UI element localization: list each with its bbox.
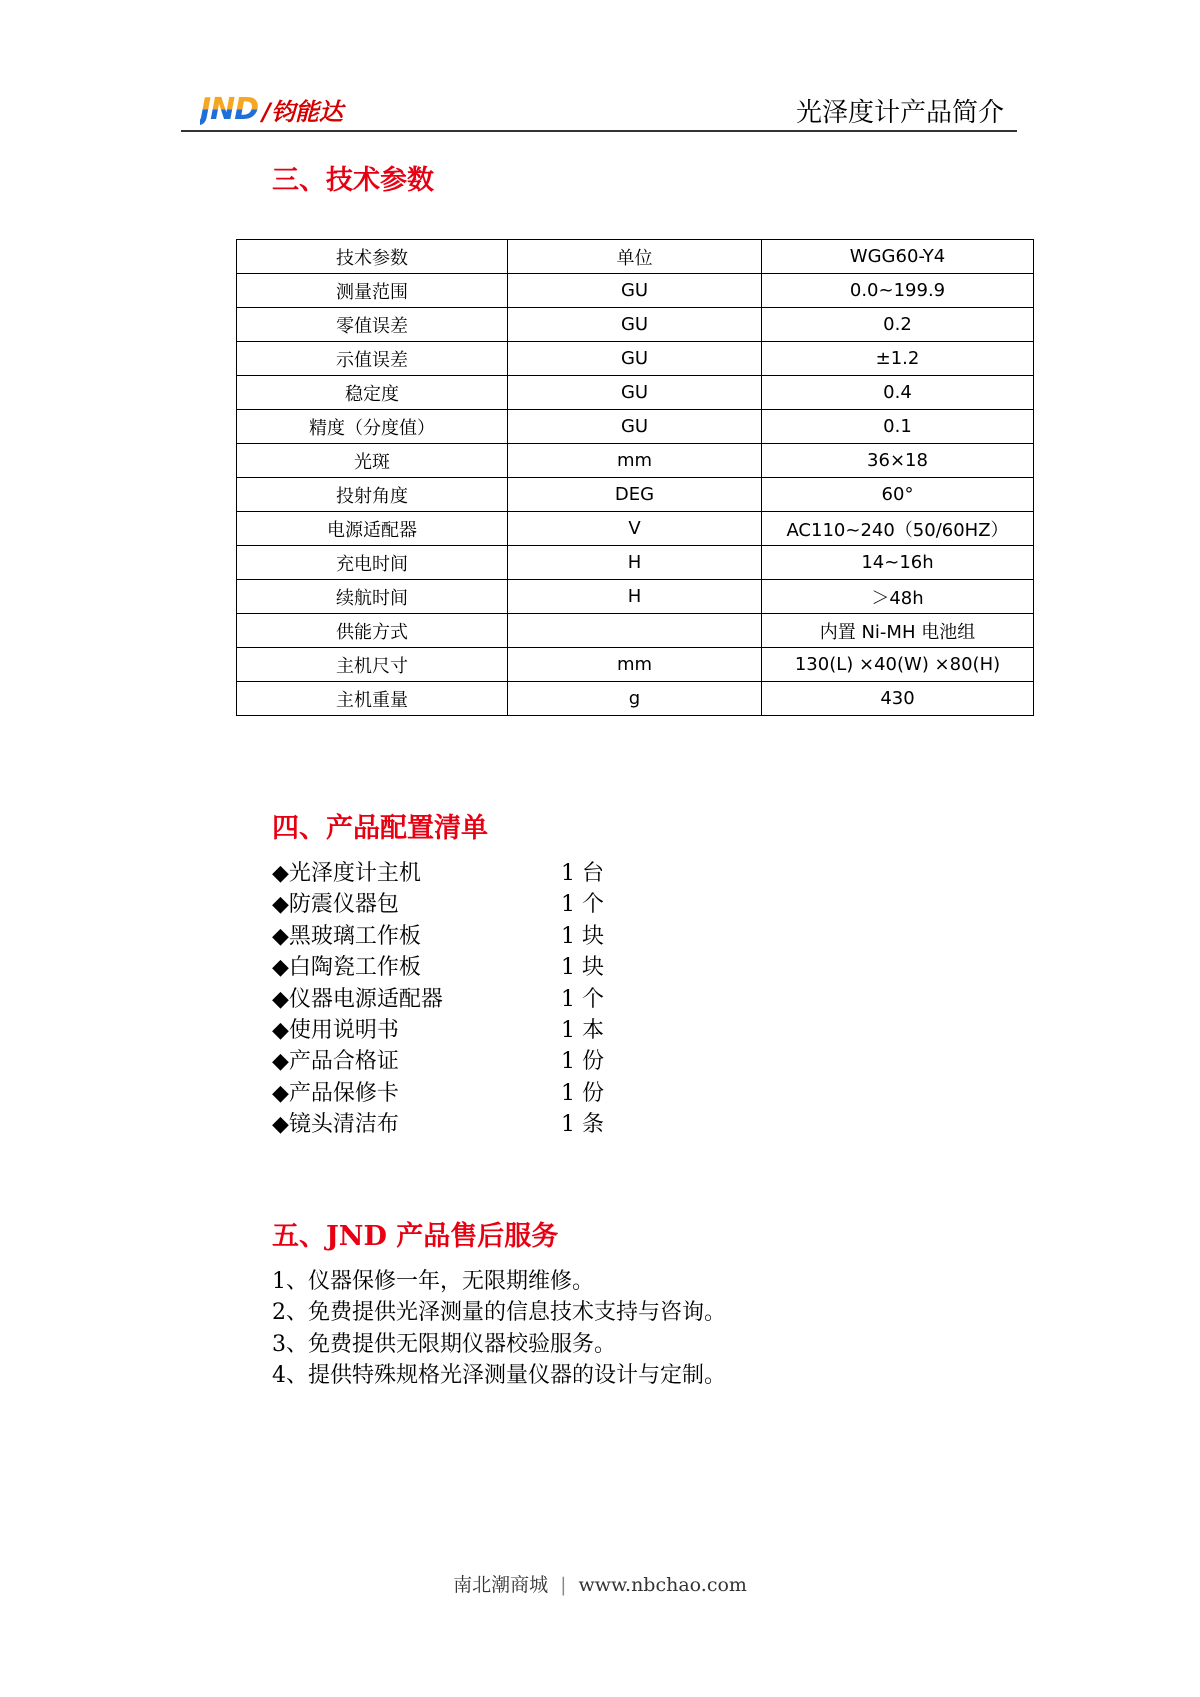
list-item (272, 1109, 604, 1140)
item-name: ◆防震仪器包 (272, 892, 399, 918)
param-cell: 光斑 (237, 444, 508, 478)
list-item (272, 1078, 604, 1109)
value-cell: AC110~240（50/60HZ） (762, 512, 1034, 546)
footer-separator: | (560, 1574, 567, 1596)
param-cell: 电源适配器 (237, 512, 508, 546)
unit-cell: 单位 (508, 240, 762, 274)
item-qty: 1 台 (561, 861, 604, 886)
item-qty: 1 份 (561, 1049, 604, 1075)
param-cell: 零值误差 (237, 308, 508, 342)
footer-url[interactable]: www.nbchao.com (578, 1574, 747, 1596)
item-name: ◆产品合格证 (272, 1049, 399, 1075)
table-row (237, 308, 1034, 342)
service-list (272, 1266, 726, 1392)
table-row (237, 376, 1034, 410)
table-row (237, 342, 1034, 376)
param-cell: 充电时间 (237, 546, 508, 580)
unit-cell: GU (508, 274, 762, 308)
footer (0, 1570, 1200, 1597)
document-title: 光泽度计产品简介 (795, 98, 1004, 128)
param-cell: 测量范围 (237, 274, 508, 308)
table-row (237, 444, 1034, 478)
unit-cell: mm (508, 648, 762, 682)
value-cell: 0.4 (762, 376, 1034, 410)
list-item (272, 858, 604, 889)
section-title-config: 四、产品配置清单 (272, 813, 488, 844)
param-cell: 主机尺寸 (237, 648, 508, 682)
unit-cell: GU (508, 308, 762, 342)
unit-cell: g (508, 682, 762, 716)
table-row (237, 512, 1034, 546)
value-cell: 430 (762, 682, 1034, 716)
value-cell: 0.2 (762, 308, 1034, 342)
item-qty: 1 份 (561, 1080, 604, 1106)
value-cell: ±1.2 (762, 342, 1034, 376)
unit-cell: H (508, 546, 762, 580)
item-name: ◆使用说明书 (272, 1018, 399, 1044)
section-title-specs: 三、技术参数 (272, 165, 434, 196)
value-cell: 14~16h (762, 546, 1034, 580)
param-cell: 示值误差 (237, 342, 508, 376)
value-cell: 0.0~199.9 (762, 274, 1034, 308)
header-divider (181, 130, 1017, 132)
jnd-logo (200, 92, 343, 127)
param-cell: 主机重量 (237, 682, 508, 716)
spec-table (236, 239, 1034, 716)
value-cell: 内置 Ni-MH 电池组 (762, 614, 1034, 648)
service-item: 4、提供特殊规格光泽测量仪器的设计与定制。 (272, 1363, 726, 1389)
value-cell: WGG60-Y4 (762, 240, 1034, 274)
list-item (272, 1015, 604, 1046)
table-row (237, 410, 1034, 444)
param-cell: 精度（分度值） (237, 410, 508, 444)
item-qty: 1 个 (561, 986, 604, 1012)
unit-cell: GU (508, 376, 762, 410)
item-qty: 1 本 (561, 1018, 604, 1044)
list-item (272, 889, 604, 920)
table-row (237, 478, 1034, 512)
param-cell: 供能方式 (237, 614, 508, 648)
item-name: ◆黑玻璃工作板 (272, 923, 421, 949)
list-item (272, 952, 604, 983)
unit-cell: DEG (508, 478, 762, 512)
unit-cell: GU (508, 410, 762, 444)
table-row (237, 580, 1034, 614)
item-qty: 1 块 (561, 923, 604, 949)
service-item: 1、仪器保修一年，无限期维修。 (272, 1269, 594, 1294)
value-cell: ＞48h (762, 580, 1034, 614)
value-cell: 0.1 (762, 410, 1034, 444)
list-item (272, 1046, 604, 1077)
section-title-service: 五、JND 产品售后服务 (272, 1221, 559, 1252)
service-item: 2、免费提供光泽测量的信息技术支持与咨询。 (272, 1300, 726, 1326)
value-cell: 36×18 (762, 444, 1034, 478)
list-item (272, 984, 604, 1015)
table-row (237, 682, 1034, 716)
service-item: 3、免费提供无限期仪器校验服务。 (272, 1331, 616, 1357)
value-cell: 60° (762, 478, 1034, 512)
logo-cn: /钧能达 (262, 98, 343, 126)
item-name: ◆产品保修卡 (272, 1080, 399, 1106)
item-qty: 1 个 (561, 892, 604, 918)
item-name: ◆镜头清洁布 (272, 1112, 399, 1138)
item-name: ◆光泽度计主机 (272, 861, 421, 886)
table-row (237, 546, 1034, 580)
item-qty: 1 条 (561, 1112, 604, 1138)
table-row (237, 614, 1034, 648)
list-item (272, 921, 604, 952)
table-row (237, 274, 1034, 308)
param-cell: 续航时间 (237, 580, 508, 614)
value-cell: 130(L) ×40(W) ×80(H) (762, 648, 1034, 682)
unit-cell: mm (508, 444, 762, 478)
unit-cell: V (508, 512, 762, 546)
config-list (272, 858, 604, 1141)
item-name: ◆仪器电源适配器 (272, 986, 443, 1012)
table-header-row (237, 240, 1034, 274)
item-qty: 1 块 (561, 955, 604, 981)
param-cell: 投射角度 (237, 478, 508, 512)
param-cell: 技术参数 (237, 240, 508, 274)
param-cell: 稳定度 (237, 376, 508, 410)
unit-cell (508, 614, 762, 648)
table-row (237, 648, 1034, 682)
unit-cell: GU (508, 342, 762, 376)
item-name: ◆白陶瓷工作板 (272, 955, 421, 981)
footer-site-name: 南北潮商城 (453, 1574, 549, 1596)
logo-text: JND (200, 92, 259, 127)
unit-cell: H (508, 580, 762, 614)
